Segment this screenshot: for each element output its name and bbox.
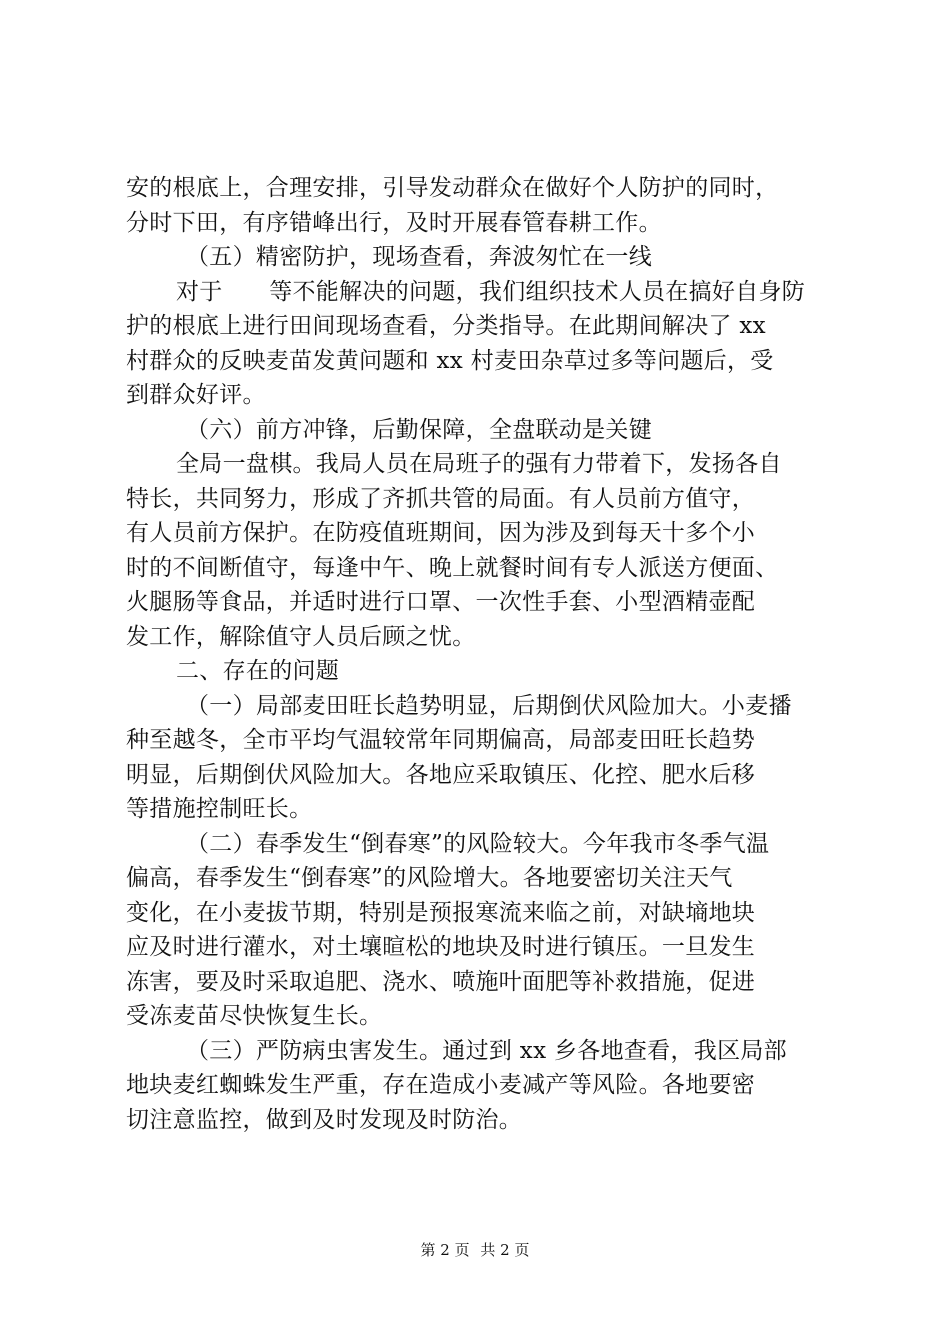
text-line: 护的根底上进行田间现场查看，分类指导。在此期间解决了 xx — [126, 313, 766, 339]
text-line: 发工作，解除值守人员后顾之忧。 — [126, 623, 476, 650]
text-line: 明显，后期倒伏风险加大。各地应采取镇压、化控、肥水后移 — [126, 761, 756, 788]
text-line: 有人员前方保护。在防疫值班期间，因为涉及到每天十多个小 — [126, 520, 756, 546]
text-line: 到群众好评。 — [126, 382, 266, 408]
text-line: 分时下田，有序错峰出行，及时开展春管春耕工作。 — [126, 209, 662, 236]
text-line: 种至越冬，全市平均气温较常年同期偏高，局部麦田旺长趋势 — [126, 727, 756, 753]
text-line: （三）严防病虫害发生。通过到 xx 乡各地查看，我区局部 — [186, 1037, 787, 1064]
text-line: 变化，在小麦拔节期，特别是预报寒流来临之前，对缺墒地块 — [126, 899, 756, 926]
text-line: 全局一盘棋。我局人员在局班子的强有力带着下，发扬各自 — [176, 451, 782, 477]
text-line: （二）春季发生“倒春寒”的风险较大。今年我市冬季气温 — [186, 830, 770, 857]
page-number: 第 2 页 — [420, 1241, 470, 1259]
text-line: 安的根底上，合理安排，引导发动群众在做好个人防护的同时， — [126, 175, 779, 201]
text-line: 受冻麦苗尽快恢复生长。 — [126, 1003, 383, 1029]
text-line: 对于 等不能解决的问题，我们组织技术人员在搞好自身防 — [176, 278, 806, 305]
text-line: 等措施控制旺长。 — [126, 796, 313, 822]
text-line: 地块麦红蜘蛛发生严重，存在造成小麦减产等风险。各地要密 — [126, 1072, 756, 1098]
text-line: （一）局部麦田旺长趋势明显，后期倒伏风险加大。小麦播 — [186, 692, 792, 719]
page-footer — [0, 1240, 950, 1260]
text-line: 应及时进行灌水，对土壤暄松的地块及时进行镇压。一旦发生 — [126, 934, 756, 960]
text-line: 切注意监控，做到及时发现及时防治。 — [126, 1106, 523, 1133]
page-total: 共 2 页 — [480, 1241, 530, 1259]
section-heading: 二、存在的问题 — [176, 658, 340, 684]
text-line: 偏高，春季发生“倒春寒”的风险增大。各地要密切关注天气 — [126, 865, 733, 891]
text-line: 火腿肠等食品，并适时进行口罩、一次性手套、小型酒精壶配 — [126, 589, 756, 615]
section-heading: （六）前方冲锋，后勤保障，全盘联动是关键 — [186, 416, 652, 443]
text-line: 特长，共同努力，形成了齐抓共管的局面。有人员前方值守， — [126, 485, 756, 512]
text-line: 冻害，要及时采取追肥、浇水、喷施叶面肥等补救措施，促进 — [126, 968, 756, 995]
document-body — [126, 171, 838, 1137]
section-heading: （五）精密防护，现场查看，奔波匆忙在一线 — [186, 244, 652, 270]
text-line: 村群众的反映麦苗发黄问题和 xx 村麦田杂草过多等问题后，受 — [126, 347, 774, 374]
text-line: 时的不间断值守，每逢中午、晚上就餐时间有专人派送方便面、 — [126, 554, 779, 581]
